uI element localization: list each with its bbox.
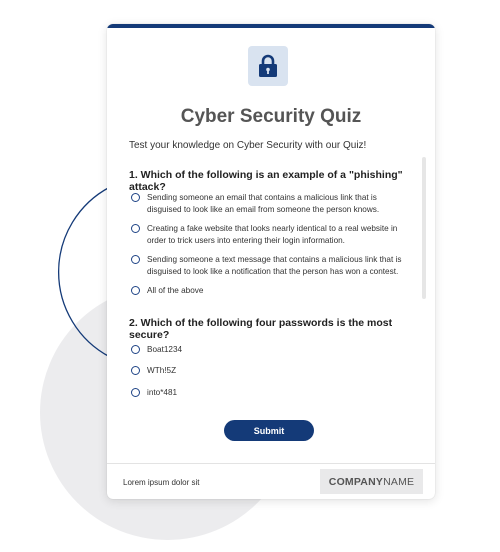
q2-option-3[interactable] — [131, 387, 415, 399]
footer-divider — [107, 463, 435, 464]
option-label: Boat1234 — [147, 345, 183, 354]
option-label: Creating a fake website that looks nearly identical to a real website in order to trick users into entering their login information. — [147, 224, 398, 245]
question-2: 2. Which of the following four passwords is the most secure? — [129, 317, 393, 341]
quiz-intro: Test your knowledge on Cyber Security with our Quiz! — [129, 140, 367, 151]
company-name-regular: NAME — [383, 475, 415, 488]
radio-button[interactable] — [131, 193, 140, 202]
company-name-bold: COMPANY — [328, 475, 384, 488]
card-top-accent — [107, 24, 435, 28]
company-logo — [320, 469, 423, 494]
scrollbar[interactable] — [422, 157, 426, 299]
lock-badge — [248, 46, 288, 86]
footer-text: Lorem ipsum dolor sit — [123, 478, 200, 487]
radio-button[interactable] — [131, 255, 140, 264]
q2-option-1[interactable] — [131, 344, 415, 356]
radio-button[interactable] — [131, 345, 140, 354]
q1-option-1[interactable] — [131, 192, 415, 215]
q1-option-3[interactable] — [131, 254, 415, 277]
radio-button[interactable] — [131, 224, 140, 233]
option-label: Sending someone an email that contains a malicious link that is disguised to look like an email from someone the person knows. — [147, 193, 380, 214]
q1-option-4[interactable] — [131, 285, 415, 297]
lock-icon — [258, 54, 278, 78]
radio-button[interactable] — [131, 366, 140, 375]
quiz-title: Cyber Security Quiz — [180, 106, 362, 127]
option-label: All of the above — [147, 286, 204, 295]
radio-button[interactable] — [131, 286, 140, 295]
q1-option-2[interactable] — [131, 223, 415, 246]
quiz-card — [107, 24, 435, 499]
q2-option-2[interactable] — [131, 365, 415, 377]
option-label: Sending someone a text message that contains a malicious link that is disguised to look like a notification that the person has won a contest. — [147, 255, 402, 276]
question-1: 1. Which of the following is an example of a "phishing" attack? — [129, 169, 403, 193]
submit-button[interactable]: Submit — [224, 420, 314, 441]
option-label: WTh!5Z — [147, 366, 177, 375]
option-label: into*481 — [147, 388, 178, 397]
radio-button[interactable] — [131, 388, 140, 397]
